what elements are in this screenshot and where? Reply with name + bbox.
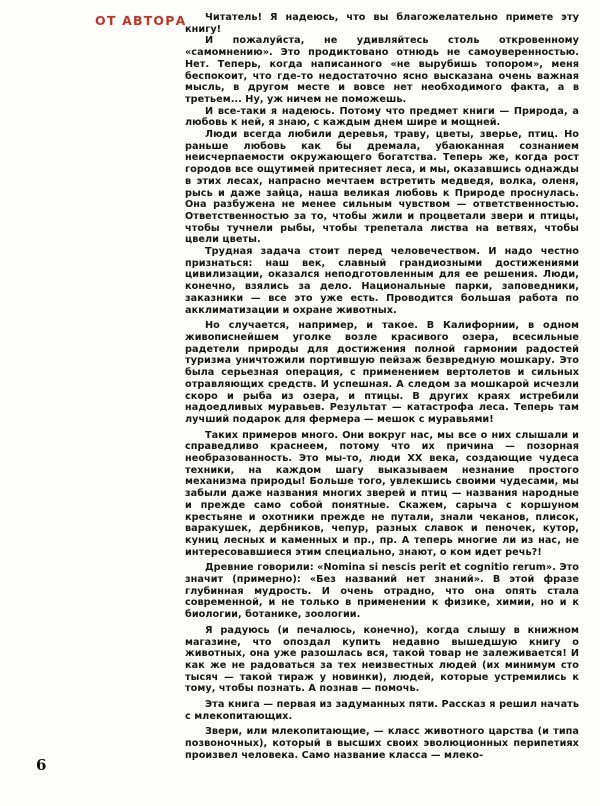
paragraph: И все-таки я надеюсь. Потому что предмет книги — Природа, а любовь к ней, я знаю, с каждым днем шире и мощней. xyxy=(185,105,579,129)
paragraph: Я радуюсь (и печалюсь, конечно), когда слышу в книжном магазине, что опоздал купить недавно вышедшую книгу о животных, она уже разошлась вся, такой товар не залеживается! И как же не радоваться за тех неизвестных людей (их минимум сто тысяч — такой тираж у новинки), людей, которые устремились к тому, чтобы познать. А познав — помочь. xyxy=(185,624,579,695)
paragraph: Но случается, например, и такое. В Калифорнии, в одном живописнейшем уголке возле красивого озера, всесильные радетели природы для достижения полной гармонии радостей туризма уничтожили портившую пейзаж безвредную мошкару. Это была серьезная операция, с применением вертолетов и сильных отравляющих средств. И успешная. А следом за мошкарой исчезли скоро и рыба из озера, и птицы. В других краях истребили надоедливых муравьев. Результат — катастрофа леса. Теперь там лучший подарок для фермера — мешок с муравьями! xyxy=(185,320,579,425)
paragraph: И пожалуйста, не удивляйтесь столь откровенному «самомнению». Это продиктовано отнюдь не самоуверенностью. Нет. Теперь, когда написанного «не вырубишь топором», меня беспокоит, что где-то недостаточно ясно высказана очень важная мысль, в другом месте и вовсе нет необходимого факта, а в третьем... Ну, уж ничем не поможешь. xyxy=(185,35,579,105)
paragraph: Звери, или млекопитающие, — класс животного царства (и типа позвоночных), который в высших своих эволюционных перипетиях произвел человека. Само название класса — млеко- xyxy=(185,726,579,761)
page-number: 6 xyxy=(36,756,47,774)
paragraph: Таких примеров много. Они вокруг нас, мы все о них слышали и справедливо краснеем, потому что их причина — позорная необразованность. Это мы-то, люди XX века, создающие чудеса техники, на каждом шагу выказываем незнание простого механизма природы! Больше того, увлекшись своими чудесами, мы забыли даже названия многих зверей и птиц — названия народные и прежде само собой понятные. Скажем, сарыча с коршуном крестьяне и охотники прежде не путали, знали чеканов, плисок, варакушек, дербников, чепур, разных славок и пеночек, кутор, куниц лесных и каменных и пр., пр. А теперь многие ли из нас, не интересовавшиеся этим специально, знают, о ком идет речь?! xyxy=(185,429,579,558)
paragraph: Трудная задача стоит перед человечеством. И надо честно признаться: наш век, славный грандиозными достижениями цивилизации, оказался неподготовленным для ее решения. Люди, конечно, взялись за дело. Национальные парки, заповедники, заказники — все это уже есть. Проводится большая работа по акклиматизации и охране животных. xyxy=(185,246,579,316)
text-column xyxy=(185,12,579,784)
paragraph: Люди всегда любили деревья, траву, цветы, зверье, птиц. Но раньше любовь как бы дремала, убаюканная сознанием неисчерпаемости окружающего богатства. Теперь же, когда рост городов все ощутимей притесняет леса, и мы, оказавшись однажды в этих лесах, напрасно мечтаем встретить медведя, волка, оленя, рысь и даже зайца, наша великая любовь к Природе проснулась. Она разбужена не менее сильным чувством — ответственностью. Ответственностью за то, чтобы жили и процветали звери и птицы, чтобы тучнели рыбы, чтобы трепетала листва на ветвях, чтобы цвели цветы. xyxy=(185,129,579,246)
paragraph: Читатель! Я надеюсь, что вы благожелательно примете эту книгу! xyxy=(185,12,579,35)
paragraph: Древние говорили: «Nomina si nescis perit et cognitio rerum». Это значит (примерно): «Без названий нет знаний». В этой фразе глубинная мудрость. И очень отрадно, что она опять стала современной, и не только в применении к физике, химии, но и к биологии, ботанике, зоологии. xyxy=(185,562,579,621)
paragraph: Эта книга — первая из задуманных пяти. Рассказ я решил начать с млекопитающих. xyxy=(185,699,579,722)
section-header: ОТ АВТОРА xyxy=(95,13,187,28)
